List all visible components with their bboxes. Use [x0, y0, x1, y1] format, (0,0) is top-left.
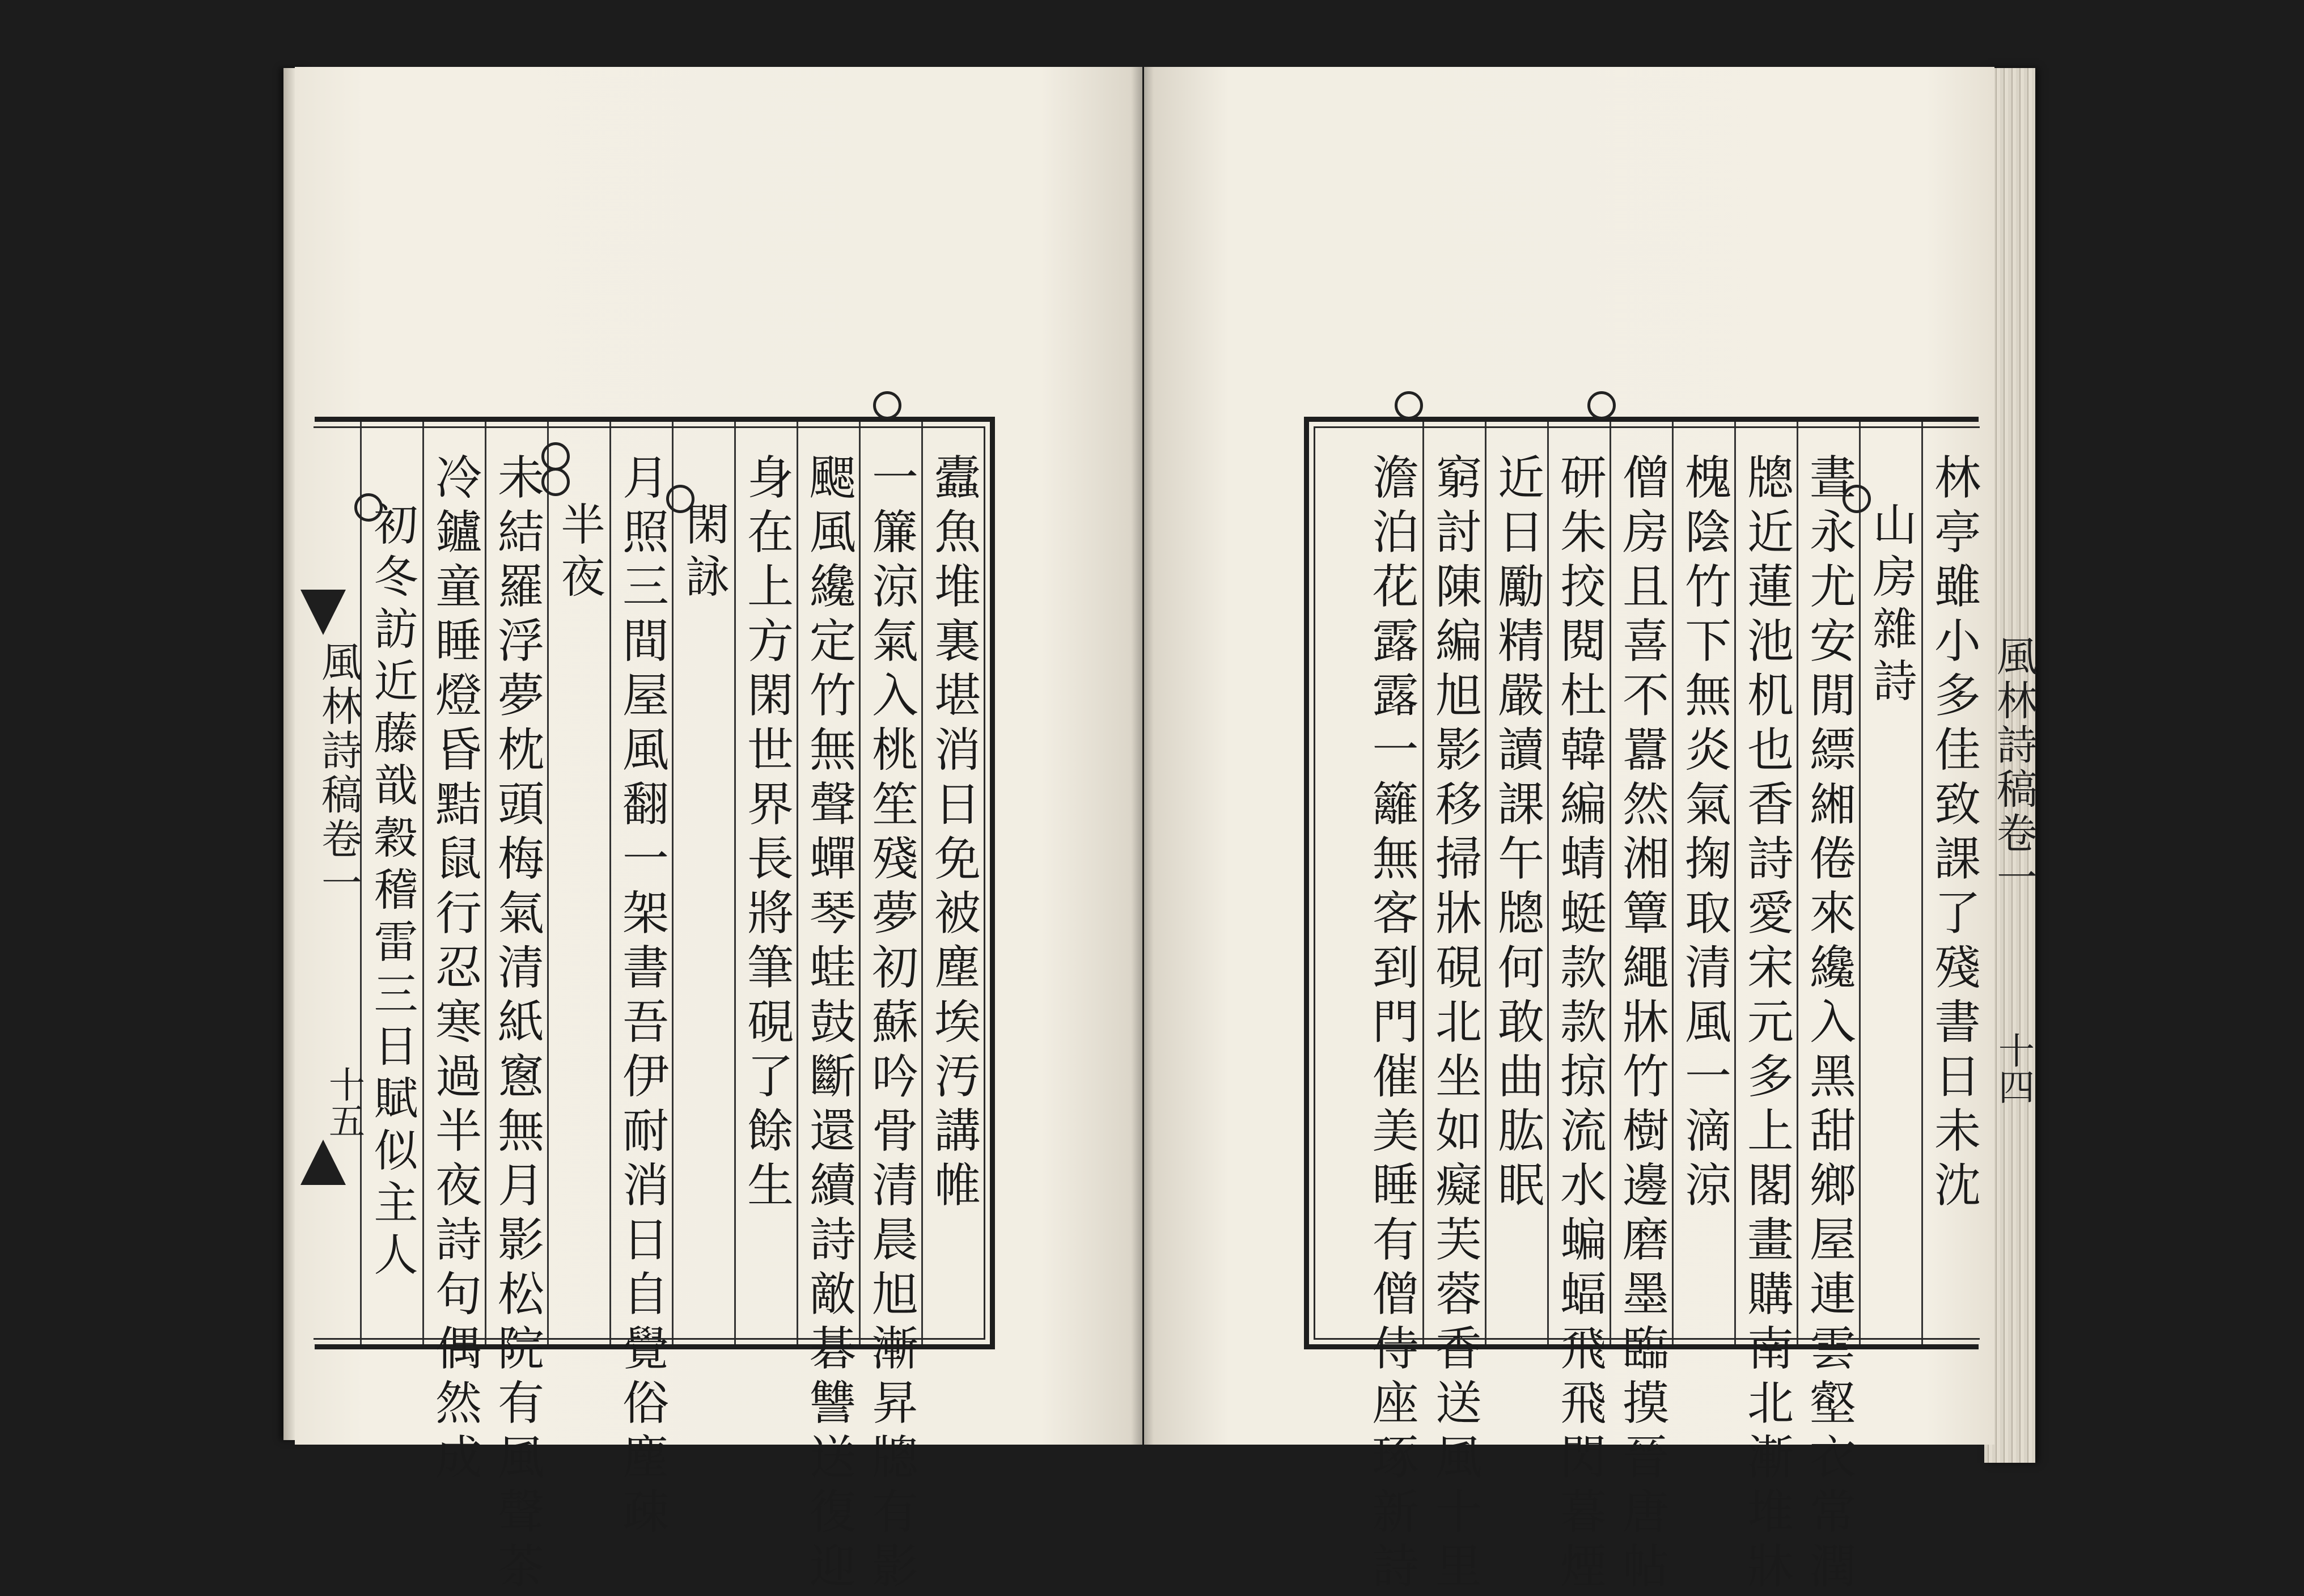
text-column — [1610, 422, 1672, 1596]
fishtail-ornament-icon — [300, 590, 346, 635]
text-column — [1547, 422, 1610, 1596]
column-text: 近日勵精嚴讀課午牕何敢曲肱眠 — [1490, 453, 1544, 1215]
column-text: 月照三間屋風翻一架書吾伊耐消日自覺俗塵疎 — [615, 453, 669, 1542]
column-text: 槐陰竹下無炎氣掬取清風一滴涼 — [1677, 453, 1731, 1215]
text-column — [1797, 422, 1859, 1596]
column-text: 牕近蓮池机也香詩愛宋元多上閣畫購南北漸堆牀 — [1739, 453, 1794, 1596]
text-column — [1672, 422, 1734, 1344]
circle-marker-icon — [873, 391, 901, 420]
poem-title: 半夜 — [553, 501, 605, 606]
text-column — [1921, 422, 1984, 1344]
column-text: 澹泊花露露一籬無客到門催美睡有僧侍座琢新詩 — [1365, 453, 1418, 1596]
column-text: 未結羅浮夢枕頭梅氣清紙窻無月影松院有風聲茶 — [490, 453, 544, 1596]
text-column — [1734, 422, 1797, 1596]
circle-marker-icon — [1587, 391, 1616, 420]
text-column — [422, 422, 485, 1487]
column-text: 研朱挍閱杜韓編蜻蜓款款掠流水蝙蝠飛飛閃暮煙 — [1552, 453, 1607, 1596]
poem-title-column — [672, 422, 734, 1344]
column-text: 冷鑪童睡燈昏黠鼠行忍寒過半夜詩句偶然成 — [427, 453, 482, 1487]
text-column — [1485, 422, 1547, 1344]
column-text: 一簾涼氣入桃笙殘夢初蘇吟骨清晨旭漸昇牕有影 — [864, 453, 918, 1596]
poem-title: 初冬訪近藤戠穀稽雷三日賦似主人 — [366, 501, 418, 1284]
poem-title-column — [360, 422, 422, 1344]
column-text: 身在上方閑世界長將筆硯了餘生 — [739, 453, 794, 1215]
circle-marker-icon — [666, 485, 694, 513]
text-column — [734, 422, 797, 1344]
circle-marker-icon — [1395, 391, 1423, 420]
text-column — [609, 422, 672, 1542]
right-text-frame — [1304, 417, 1981, 1596]
column-text: 窮討陳編旭影移掃牀硯北坐如癡芙蓉香送風十里 — [1428, 453, 1482, 1596]
poem-title: 閑詠 — [678, 501, 730, 606]
page-header: 風林詩稿卷一 — [1990, 635, 2038, 900]
text-column — [797, 422, 859, 1596]
text-column — [485, 422, 547, 1596]
text-column — [921, 422, 984, 1344]
book-gutter — [1131, 67, 1154, 1445]
column-text: 僧房且喜不囂然湘簟繩牀竹樹邊磨墨臨摸晉唐帖 — [1615, 453, 1669, 1596]
column-text: 林亭雖小多佳致課了殘書日未沈 — [1926, 453, 1981, 1215]
page-header: 風林詩稿卷一 — [315, 641, 362, 906]
text-column — [1422, 422, 1485, 1596]
circle-marker-icon — [354, 493, 383, 522]
poem-title-column — [547, 422, 609, 1344]
column-text: 蠹魚堆裏堪消日免被塵埃汚講帷 — [926, 453, 981, 1215]
folio-number: 十五 — [323, 1066, 365, 1138]
circle-marker-icon — [541, 442, 570, 471]
text-column — [859, 422, 921, 1596]
left-text-frame — [315, 417, 995, 1596]
column-text: 颸風纔定竹無聲蟬琴蛙鼓斷還續詩敵碁讐送復迎 — [802, 453, 856, 1596]
poem-title-column — [1859, 422, 1921, 1344]
folio-number: 十四 — [1992, 1032, 2034, 1104]
text-column — [1360, 422, 1422, 1596]
circle-marker-icon — [541, 468, 570, 496]
fishtail-ornament-icon — [300, 1140, 346, 1185]
poem-title: 山房雜詩 — [1865, 501, 1917, 710]
circle-marker-icon — [1843, 485, 1871, 513]
column-text: 晝永尤安閒縹緗倦來纔入黑甜鄉屋連雲壑衣常潤 — [1802, 453, 1856, 1596]
